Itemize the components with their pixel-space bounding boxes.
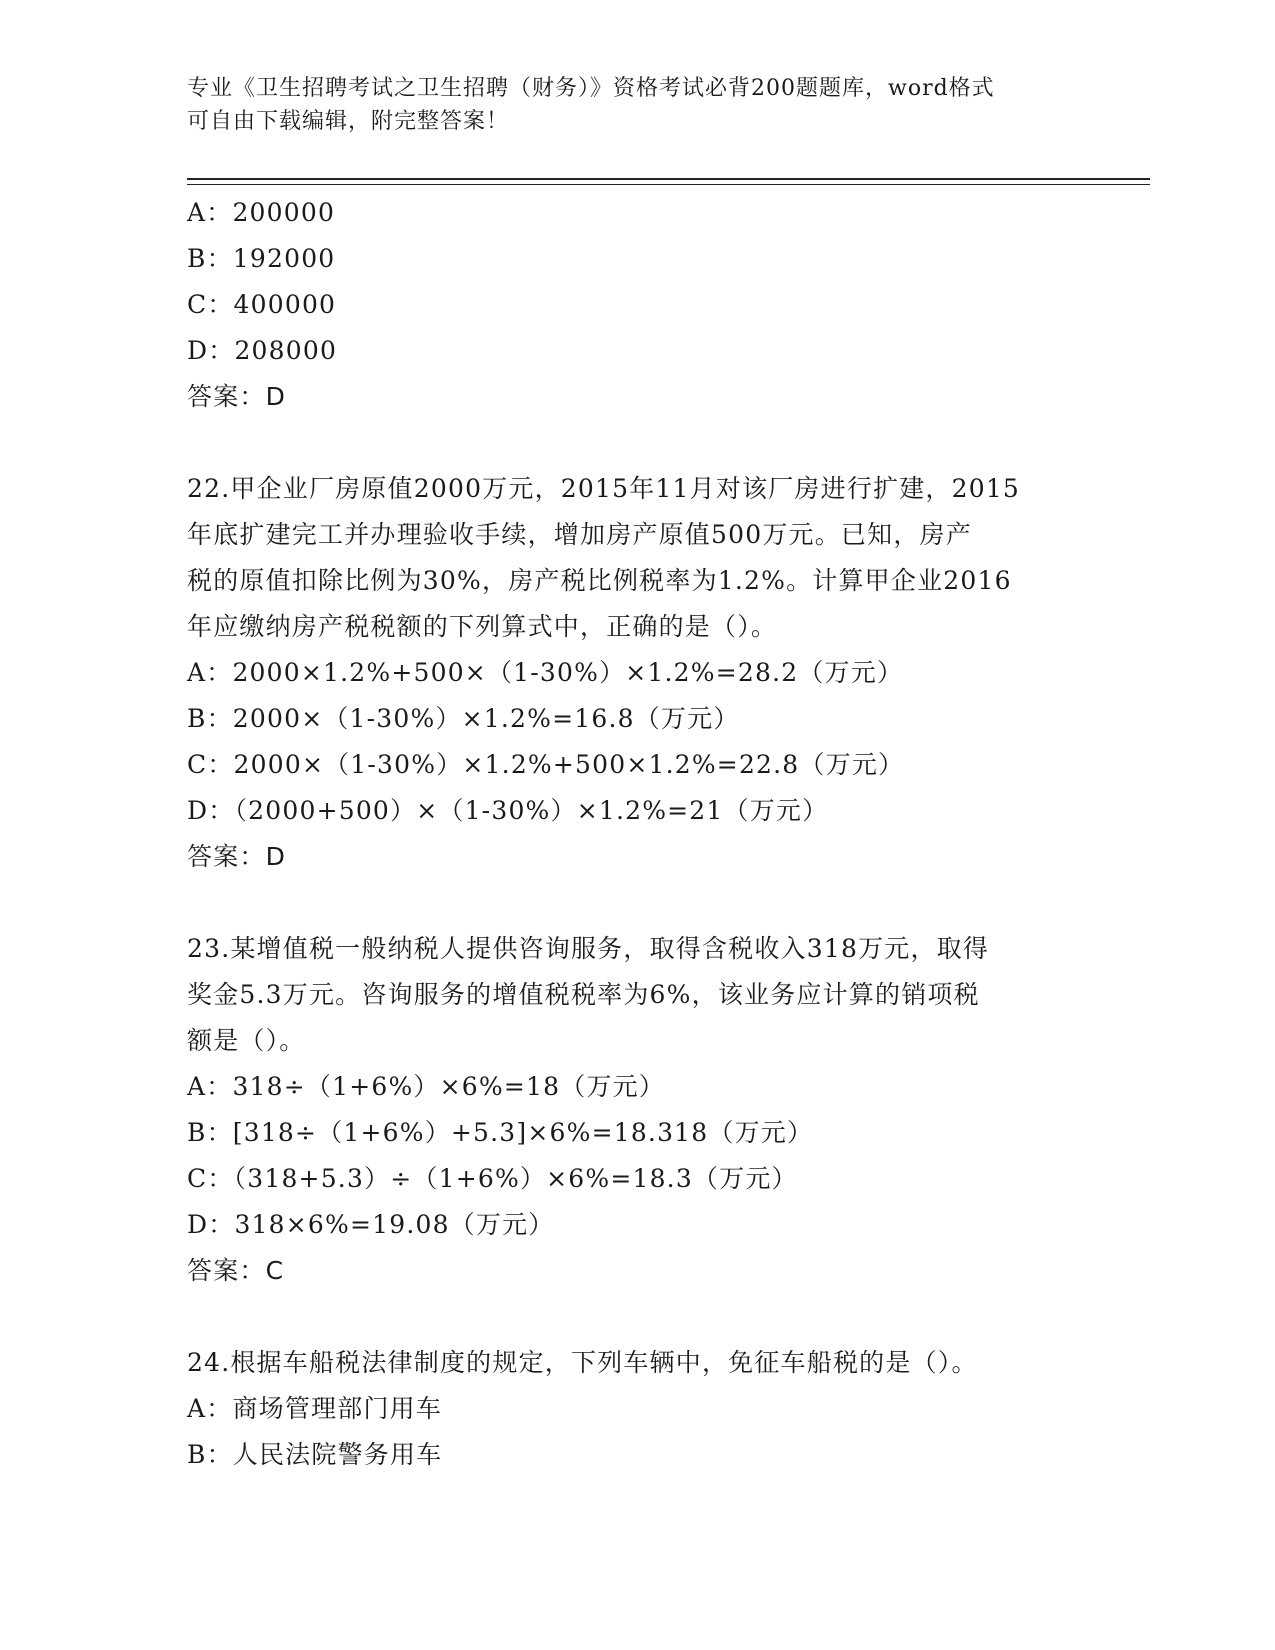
question-23 — [187, 926, 1087, 1294]
stem-line: 税的原值扣除比例为30%，房产税比例税率为1.2%。计算甲企业2016 — [187, 566, 1012, 595]
question-stem — [187, 466, 1087, 650]
header-divider-thin — [187, 184, 1150, 185]
answer: 答案：D — [187, 842, 287, 871]
question-content — [187, 190, 1087, 1478]
option-a: A：200000 — [187, 198, 336, 227]
option-b: B：2000×（1-30%）×1.2%=16.8（万元） — [187, 704, 740, 733]
question-24 — [187, 1340, 1087, 1478]
option-d: D：208000 — [187, 336, 338, 365]
option-c: C：2000×（1-30%）×1.2%+500×1.2%=22.8（万元） — [187, 750, 905, 779]
header-line-2: 可自由下载编辑，附完整答案！ — [187, 109, 510, 134]
document-header — [187, 72, 1087, 138]
question-22 — [187, 466, 1087, 880]
option-a: A：318÷（1+6%）×6%=18（万元） — [187, 1072, 665, 1101]
question-stem — [187, 926, 1087, 1064]
answer: 答案：D — [187, 382, 287, 411]
option-b: B：192000 — [187, 244, 336, 273]
answer: 答案：C — [187, 1256, 285, 1285]
header-divider-thick — [187, 178, 1150, 180]
question-21 — [187, 190, 1087, 420]
option-b: B：人民法院警务用车 — [187, 1440, 443, 1469]
question-stem — [187, 1340, 1087, 1386]
option-b: B：[318÷（1+6%）+5.3]×6%=18.318（万元） — [187, 1118, 814, 1147]
option-c: C：（318+5.3）÷（1+6%）×6%=18.3（万元） — [187, 1164, 798, 1193]
stem-line: 奖金5.3万元。咨询服务的增值税税率为6%，该业务应计算的销项税 — [187, 980, 980, 1009]
option-d: D：（2000+500）×（1-30%）×1.2%=21（万元） — [187, 796, 829, 825]
stem-line: 年应缴纳房产税税额的下列算式中，正确的是（）。 — [187, 612, 778, 641]
stem-line: 额是（）。 — [187, 1026, 306, 1055]
option-c: C：400000 — [187, 290, 337, 319]
stem-line: 年底扩建完工并办理验收手续，增加房产原值500万元。已知，房产 — [187, 520, 972, 549]
option-d: D：318×6%=19.08（万元） — [187, 1210, 555, 1239]
stem-line: 23.某增值税一般纳税人提供咨询服务，取得含税收入318万元，取得 — [187, 934, 990, 963]
option-a: A：商场管理部门用车 — [187, 1394, 443, 1423]
header-line-1: 专业《卫生招聘考试之卫生招聘（财务）》资格考试必背200题题库，word格式 — [187, 76, 995, 101]
stem-line: 24.根据车船税法律制度的规定，下列车辆中，免征车船税的是（）。 — [187, 1348, 978, 1377]
option-a: A：2000×1.2%+500×（1-30%）×1.2%=28.2（万元） — [187, 658, 904, 687]
stem-line: 22.甲企业厂房原值2000万元，2015年11月对该厂房进行扩建，2015 — [187, 474, 1021, 503]
